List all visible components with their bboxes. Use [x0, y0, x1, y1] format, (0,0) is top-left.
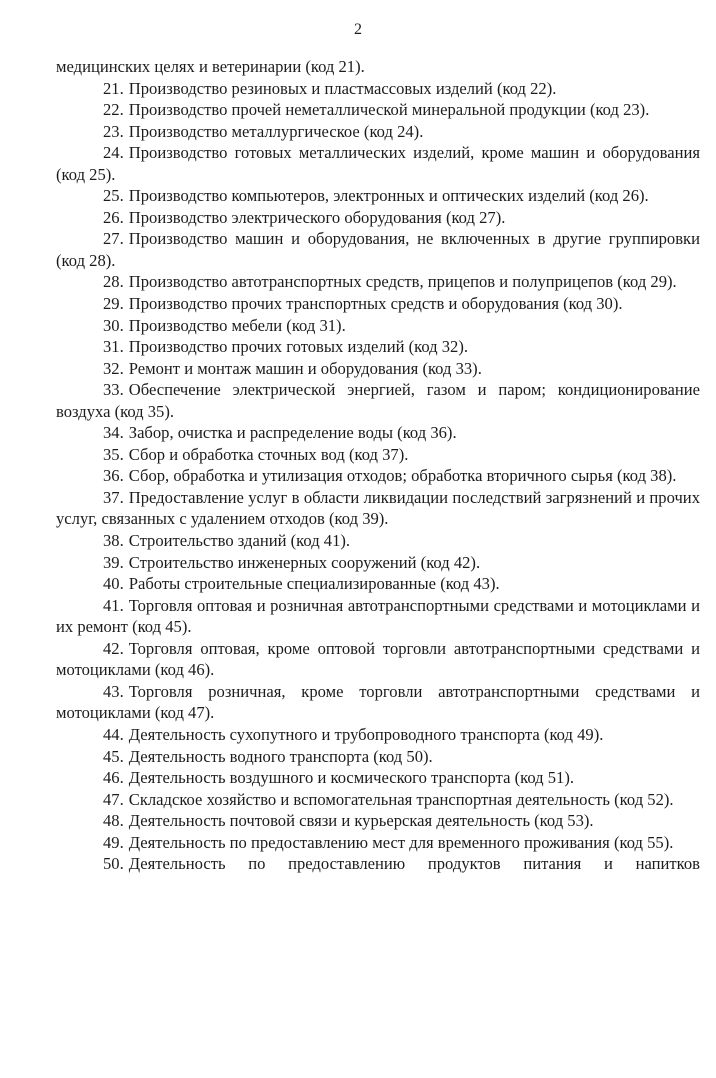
list-item — [56, 552, 700, 574]
item-number: 49. — [103, 832, 124, 852]
activity-list — [56, 78, 700, 875]
list-item — [56, 810, 700, 832]
item-number: 42. — [103, 638, 124, 658]
list-item — [56, 315, 700, 337]
page-number: 2 — [354, 21, 362, 38]
list-item — [56, 358, 700, 380]
item-number: 43. — [103, 681, 124, 701]
list-item — [56, 789, 700, 811]
item-text: Деятельность сухопутного и трубопроводного транспорта (код 49). — [128, 724, 604, 744]
list-item — [56, 293, 700, 315]
item-number: 40. — [103, 574, 124, 594]
item-text: Производство готовых металлических изделий, кроме машин и оборудования (код 25). — [56, 143, 700, 184]
list-item — [56, 595, 700, 638]
item-text: Обеспечение электрической энергией, газом и паром; кондиционирование воздуха (код 35). — [56, 380, 700, 421]
list-item — [56, 271, 700, 293]
item-text: Торговля розничная, кроме торговли автотранспортными средствами и мотоциклами (код 47). — [56, 681, 700, 723]
item-number: 38. — [103, 531, 124, 551]
item-text: Строительство зданий (код 41). — [128, 531, 351, 551]
item-number: 33. — [103, 380, 124, 400]
item-number: 39. — [103, 552, 124, 572]
item-text: Работы строительные специализированные (код 43). — [128, 574, 500, 594]
list-item — [56, 121, 700, 143]
item-text: Торговля оптовая, кроме оптовой торговли автотранспортными средствами и мотоциклами (код 46). — [56, 638, 700, 680]
list-item — [56, 530, 700, 552]
list-item — [56, 422, 700, 444]
list-item — [56, 379, 700, 422]
list-item — [56, 336, 700, 358]
item-number: 23. — [103, 121, 124, 141]
item-number: 26. — [103, 207, 124, 227]
item-text: Деятельность воздушного и космического транспорта (код 51). — [128, 768, 575, 788]
list-item — [56, 638, 700, 681]
item-text: Производство резиновых и пластмассовых изделий (код 22). — [128, 78, 557, 98]
item-number: 46. — [103, 768, 124, 788]
item-number: 44. — [103, 724, 124, 744]
item-text: Производство компьютеров, электронных и оптических изделий (код 26). — [128, 186, 649, 206]
item-text: Ремонт и монтаж машин и оборудования (код 33). — [128, 358, 482, 378]
list-item — [56, 465, 700, 487]
item-number: 21. — [103, 78, 124, 98]
item-number: 37. — [103, 487, 124, 507]
item-number: 48. — [103, 811, 124, 831]
continuation-paragraph: медицинских целях и ветеринарии (код 21). — [56, 57, 365, 76]
item-text: Сбор, обработка и утилизация отходов; обработка вторичного сырья (код 38). — [128, 466, 677, 486]
item-text: Сбор и обработка сточных вод (код 37). — [128, 444, 409, 464]
item-text: Производство металлургическое (код 24). — [128, 121, 424, 141]
item-number: 29. — [103, 294, 124, 314]
item-text: Строительство инженерных сооружений (код 42). — [128, 552, 481, 572]
list-item — [56, 207, 700, 229]
item-number: 30. — [103, 315, 124, 335]
item-text: Производство прочей неметаллической минеральной продукции (код 23). — [128, 100, 650, 120]
item-text: Предоставление услуг в области ликвидации последствий загрязнений и прочих услуг, связанных с удалением отходов (код 39). — [56, 487, 700, 529]
item-text: Складское хозяйство и вспомогательная транспортная деятельность (код 52). — [128, 789, 674, 809]
item-number: 25. — [103, 186, 124, 206]
list-item — [56, 573, 700, 595]
list-item — [56, 444, 700, 466]
item-number: 35. — [103, 444, 124, 464]
item-number: 50. — [103, 854, 124, 874]
item-number: 27. — [103, 229, 124, 249]
document-body — [56, 56, 700, 875]
item-number: 45. — [103, 746, 124, 766]
item-text: Производство прочих готовых изделий (код 32). — [128, 337, 469, 357]
item-text: Деятельность по предоставлению мест для временного проживания (код 55). — [128, 832, 674, 852]
item-number: 36. — [103, 466, 124, 486]
item-number: 22. — [103, 100, 124, 120]
item-text: Производство прочих транспортных средств и оборудования (код 30). — [128, 294, 623, 314]
item-text: Производство автотранспортных средств, прицепов и полуприцепов (код 29). — [128, 272, 677, 292]
item-number: 32. — [103, 358, 124, 378]
list-item — [56, 185, 700, 207]
item-number: 31. — [103, 337, 124, 357]
item-number: 41. — [103, 595, 124, 615]
list-item — [56, 142, 700, 185]
list-item — [56, 78, 700, 100]
item-number: 28. — [103, 272, 124, 292]
item-text: Торговля оптовая и розничная автотранспортными средствами и мотоциклами и их ремонт (код 45). — [56, 595, 700, 637]
item-number: 24. — [103, 143, 124, 163]
list-item — [56, 487, 700, 530]
item-text: Производство электрического оборудования (код 27). — [128, 207, 506, 227]
list-item — [56, 767, 700, 789]
list-item — [56, 832, 700, 854]
list-item — [56, 746, 700, 768]
item-text: Производство машин и оборудования, не включенных в другие группировки (код 28). — [56, 229, 700, 270]
list-item — [56, 228, 700, 271]
item-text: Производство мебели (код 31). — [128, 315, 346, 335]
item-text: Забор, очистка и распределение воды (код 36). — [128, 423, 457, 443]
list-item — [56, 681, 700, 724]
item-number: 34. — [103, 423, 124, 443]
list-item — [56, 99, 700, 121]
item-number: 47. — [103, 789, 124, 809]
list-item — [56, 853, 700, 875]
item-text: Деятельность почтовой связи и курьерская деятельность (код 53). — [128, 811, 594, 831]
item-text: Деятельность по предоставлению продуктов питания и напитков — [128, 854, 700, 874]
list-item — [56, 724, 700, 746]
item-text: Деятельность водного транспорта (код 50). — [128, 746, 433, 766]
